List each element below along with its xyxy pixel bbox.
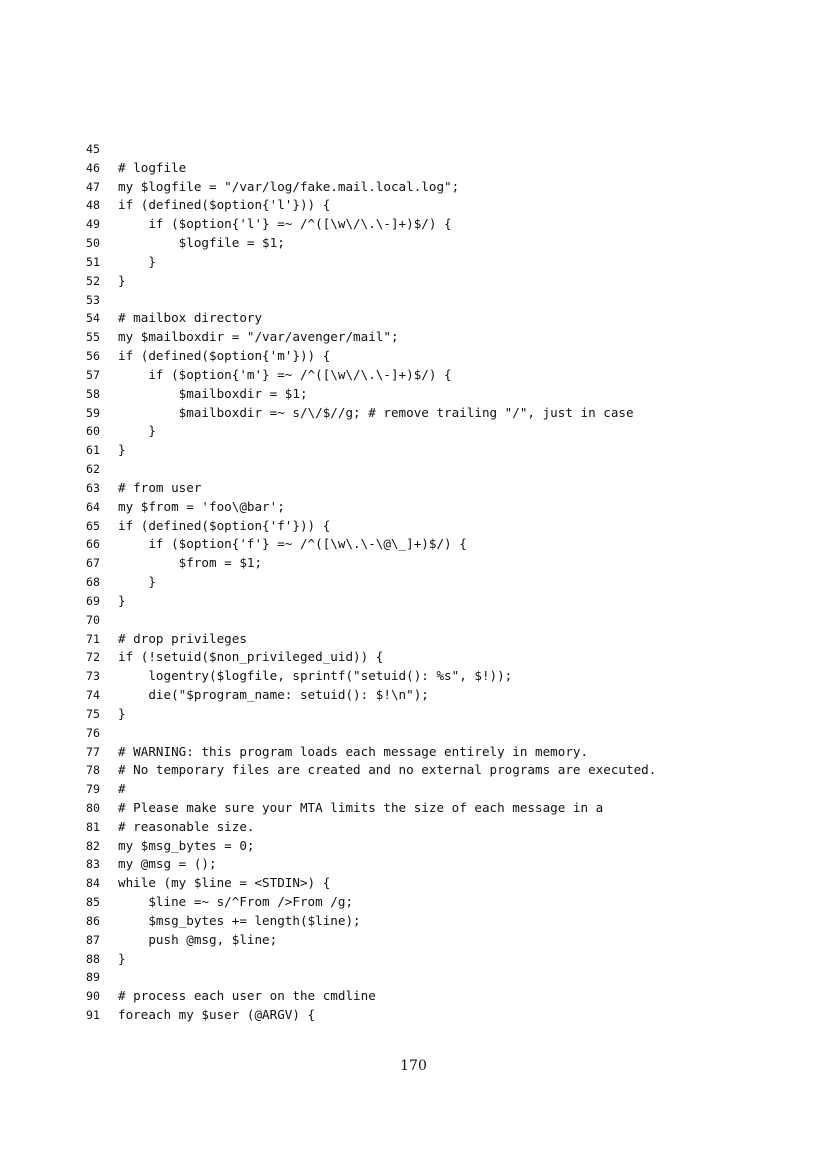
code-line: [86, 611, 786, 630]
line-number: 81: [86, 819, 100, 834]
code-line: [86, 780, 786, 799]
line-code: # Please make sure your MTA limits the size of each message in a: [118, 799, 604, 815]
line-number: 75: [86, 706, 100, 721]
line-number: 56: [86, 349, 100, 364]
line-code: }: [118, 705, 126, 721]
line-number: 62: [86, 462, 100, 477]
line-number: 72: [86, 650, 100, 665]
line-number: 74: [86, 688, 100, 703]
line-number: 54: [86, 311, 100, 326]
code-line: [86, 441, 786, 460]
code-line: [86, 855, 786, 874]
page-number: 170: [400, 1058, 427, 1074]
line-code: while (my $line = <STDIN>) {: [118, 875, 331, 891]
line-code: $from = $1;: [118, 555, 263, 571]
line-code: $mailboxdir = $1;: [118, 385, 308, 401]
line-code: my $msg_bytes = 0;: [118, 837, 255, 853]
line-number: 71: [86, 631, 100, 646]
code-line: [86, 479, 786, 498]
line-code: }: [118, 592, 126, 608]
line-code: }: [118, 574, 156, 590]
code-line: [86, 291, 786, 310]
code-line: [86, 648, 786, 667]
line-number: 65: [86, 518, 100, 533]
line-code: $mailboxdir =~ s/\/$//g; # remove trailing "/", just in case: [118, 404, 634, 420]
line-number: 82: [86, 838, 100, 853]
line-code: }: [118, 423, 156, 439]
line-number: 55: [86, 330, 100, 345]
line-code: if ($option{'f'} =~ /^([\w\.\-\@\_]+)$/) {: [118, 536, 467, 552]
code-line: [86, 667, 786, 686]
line-code: my $mailboxdir = "/var/avenger/mail";: [118, 329, 399, 345]
line-number: 49: [86, 217, 100, 232]
line-number: 80: [86, 800, 100, 815]
code-line: [86, 328, 786, 347]
code-line: [86, 366, 786, 385]
line-code: if (!setuid($non_privileged_uid)) {: [118, 649, 384, 665]
line-code: if (defined($option{'f'})) {: [118, 517, 331, 533]
code-line: [86, 874, 786, 893]
line-code: my $from = 'foo\@bar';: [118, 498, 285, 514]
code-line: [86, 592, 786, 611]
line-number: 89: [86, 970, 100, 985]
line-number: 59: [86, 405, 100, 420]
line-number: 50: [86, 236, 100, 251]
line-code: # WARNING: this program loads each message entirely in memory.: [118, 743, 589, 759]
line-number: 78: [86, 763, 100, 778]
line-number: 64: [86, 499, 100, 514]
code-line: [86, 535, 786, 554]
code-line: [86, 215, 786, 234]
line-code: $msg_bytes += length($line);: [118, 912, 361, 928]
line-code: # No temporary files are created and no external programs are executed.: [118, 762, 657, 778]
line-code: # from user: [118, 479, 202, 495]
line-number: 73: [86, 669, 100, 684]
line-code: }: [118, 442, 126, 458]
line-code: # reasonable size.: [118, 818, 255, 834]
line-number: 90: [86, 989, 100, 1004]
line-code: my $logfile = "/var/log/fake.mail.local.log";: [118, 178, 460, 194]
line-number: 87: [86, 932, 100, 947]
line-code: # logfile: [118, 159, 187, 175]
line-number: 53: [86, 292, 100, 307]
line-code: if (defined($option{'l'})) {: [118, 197, 331, 213]
line-number: 66: [86, 537, 100, 552]
code-line: [86, 517, 786, 536]
line-code: push @msg, $line;: [118, 931, 278, 947]
code-line: [86, 272, 786, 291]
code-line: [86, 724, 786, 743]
line-number: 86: [86, 913, 100, 928]
line-code: }: [118, 253, 156, 269]
code-line: [86, 347, 786, 366]
code-line: [86, 554, 786, 573]
code-line: [86, 404, 786, 423]
code-line: [86, 761, 786, 780]
line-number: 84: [86, 876, 100, 891]
line-number: 45: [86, 142, 100, 156]
code-line: [86, 573, 786, 592]
line-number: 48: [86, 198, 100, 213]
line-number: 67: [86, 556, 100, 571]
line-number: 77: [86, 744, 100, 759]
line-number: 57: [86, 367, 100, 382]
code-line: [86, 968, 786, 987]
line-number: 52: [86, 273, 100, 288]
code-line: [86, 630, 786, 649]
line-code: # drop privileges: [118, 630, 247, 646]
line-code: # process each user on the cmdline: [118, 988, 376, 1004]
code-line: [86, 837, 786, 856]
line-code: foreach my $user (@ARGV) {: [118, 1007, 316, 1023]
line-number: 68: [86, 575, 100, 590]
line-number: 79: [86, 782, 100, 797]
code-line: [86, 498, 786, 517]
line-number: 58: [86, 386, 100, 401]
code-line: [86, 912, 786, 931]
line-number: 61: [86, 443, 100, 458]
code-line: [86, 385, 786, 404]
code-line: [86, 460, 786, 479]
code-line: [86, 686, 786, 705]
line-code: die("$program_name: setuid(): $!\n");: [118, 687, 429, 703]
code-line: [86, 705, 786, 724]
code-line: [86, 987, 786, 1006]
line-number: 76: [86, 725, 100, 740]
code-line: [86, 234, 786, 253]
line-number: 60: [86, 424, 100, 439]
line-number: 70: [86, 612, 100, 627]
code-line: [86, 799, 786, 818]
line-code: # mailbox directory: [118, 310, 263, 326]
code-line: [86, 253, 786, 272]
code-line: [86, 950, 786, 969]
line-code: if (defined($option{'m'})) {: [118, 348, 331, 364]
line-code: if ($option{'m'} =~ /^([\w\/\.\-]+)$/) {: [118, 366, 452, 382]
code-line: [86, 931, 786, 950]
line-number: 51: [86, 254, 100, 269]
line-code: $line =~ s/^From />From /g;: [118, 894, 354, 910]
code-listing: [86, 140, 786, 1025]
line-number: 91: [86, 1008, 100, 1023]
line-number: 88: [86, 951, 100, 966]
line-number: 63: [86, 480, 100, 495]
code-line: [86, 159, 786, 178]
code-line: [86, 893, 786, 912]
code-line: [86, 1006, 786, 1025]
line-number: 46: [86, 160, 100, 175]
line-code: logentry($logfile, sprintf("setuid(): %s", $!));: [118, 668, 513, 684]
code-line: [86, 743, 786, 762]
line-code: #: [118, 781, 126, 797]
code-line: [86, 818, 786, 837]
line-code: $logfile = $1;: [118, 235, 285, 251]
line-number: 69: [86, 593, 100, 608]
line-number: 83: [86, 857, 100, 872]
code-line: [86, 422, 786, 441]
code-line: [86, 309, 786, 328]
code-line: [86, 196, 786, 215]
code-line: [86, 178, 786, 197]
line-number: 85: [86, 895, 100, 910]
code-line: [86, 140, 786, 159]
line-number: 47: [86, 179, 100, 194]
line-code: if ($option{'l'} =~ /^([\w\/\.\-]+)$/) {: [118, 216, 452, 232]
line-code: }: [118, 950, 126, 966]
line-code: }: [118, 272, 126, 288]
line-code: my @msg = ();: [118, 856, 217, 872]
